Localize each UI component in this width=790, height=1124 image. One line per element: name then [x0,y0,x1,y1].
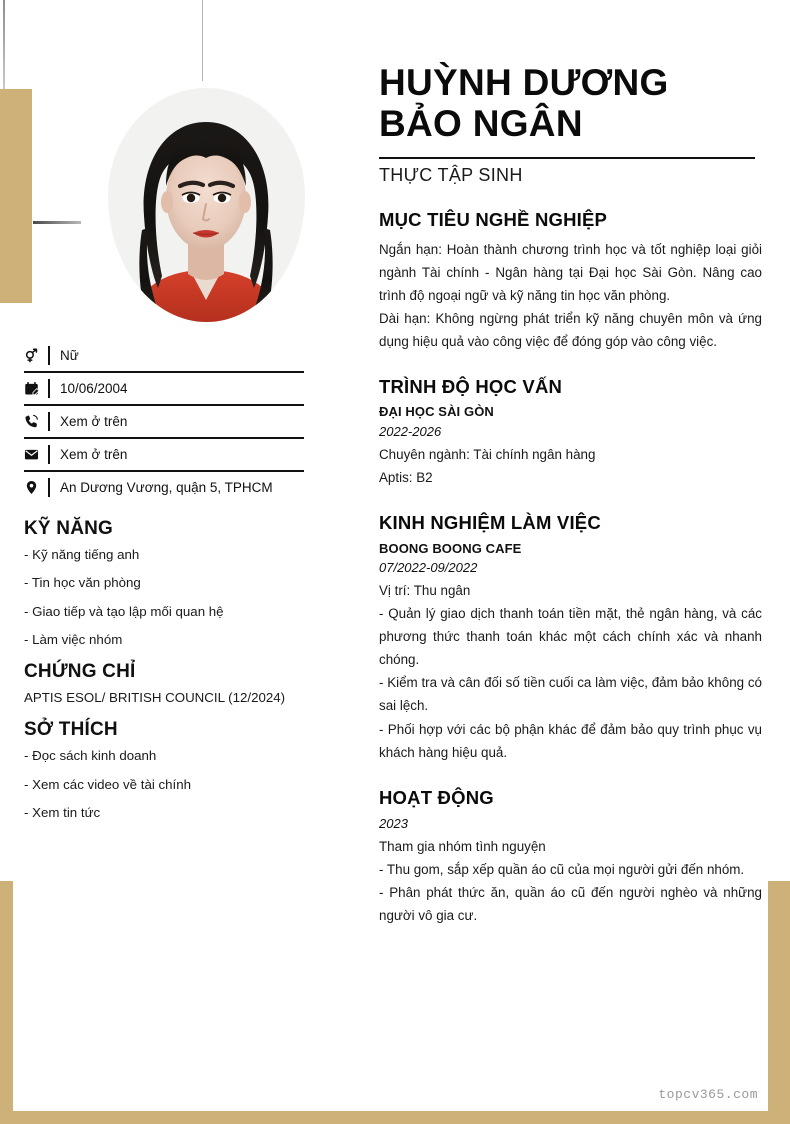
left-column [24,340,304,819]
contact-divider [48,346,50,365]
interests-list [24,749,304,819]
experience-company: BOONG BOONG CAFE [379,540,522,556]
experience-position: Vị trí: Thu ngân [379,583,471,599]
activities-bullet: - Phân phát thức ăn, quần áo cũ đến người nghèo và những người vô gia cư. [379,884,762,924]
contact-value-phone: Xem ở trên [60,413,128,429]
section-title-objective: MỤC TIÊU NGHỀ NGHIỆP [379,209,608,231]
section-experience [379,513,762,764]
right-column [379,62,762,927]
decorative-gold-bottom-bar [0,1111,790,1124]
list-item: - Tin học văn phòng [24,575,141,591]
section-title-skills: KỸ NĂNG [24,518,114,539]
list-item: - Đọc sách kinh doanh [24,748,157,764]
list-item: - Xem tin tức [24,804,101,820]
contact-row-address [24,472,304,503]
activities-bullet: - Thu gom, sắp xếp quần áo cũ của mọi người gửi đến nhóm. [379,861,745,877]
contact-list [24,340,304,503]
education-school: ĐẠI HỌC SÀI GÒN [379,404,494,420]
objective-long-term: Dài hạn: Không ngừng phát triển kỹ năng chuyên môn và ứng dụng hiệu quả vào công việc để đóng góp vào công việc. [379,310,762,349]
education-dates: 2022-2026 [379,424,442,440]
contact-value-email: Xem ở trên [60,446,128,462]
job-title: THỰC TẬP SINH [379,165,523,186]
section-title-activities: HOẠT ĐỘNG [379,786,494,808]
activities-role: Tham gia nhóm tình nguyện [379,838,546,854]
education-extra: Aptis: B2 [379,470,433,486]
location-icon [24,480,46,495]
contact-row-birthdate [24,373,304,406]
decorative-gold-block [0,89,32,303]
objective-short-term: Ngắn hạn: Hoàn thành chương trình học và tốt nghiệp loại giỏi ngành Tài chính - Ngân hàng tại Đại học Sài Gòn. Nâng cao trình độ ngoại ngữ và kỹ năng tin học văn phòng. [379,241,762,303]
gender-icon [24,348,46,363]
experience-bullet: - Quản lý giao dịch thanh toán tiền mặt, thẻ ngân hàng, và các phương thức thanh toán khác một cách chính xác và nhanh chóng. [379,606,762,668]
name-line-2: BẢO NGÂN [379,103,583,145]
section-activities [379,788,762,927]
phone-icon [24,414,46,429]
contact-row-email [24,439,304,472]
decorative-vertical-line-mid [202,0,203,81]
section-title-education: TRÌNH ĐỘ HỌC VẤN [379,375,563,397]
section-title-experience: KINH NGHIỆM LÀM VIỆC [379,512,601,534]
contact-divider [48,412,50,431]
page-title [379,62,762,145]
list-item: - Kỹ năng tiếng anh [24,546,140,562]
section-education [379,377,762,489]
contact-row-phone [24,406,304,439]
contact-divider [48,379,50,398]
decorative-vertical-line-left [3,0,5,89]
name-line-1: HUỲNH DƯƠNG [379,62,669,103]
name-divider [379,157,755,160]
experience-dates: 07/2022-09/2022 [379,560,478,576]
contact-value-address: An Dương Vương, quận 5, TPHCM [60,479,273,495]
list-item: - Làm việc nhóm [24,631,123,647]
activities-dates: 2023 [379,816,408,832]
skills-list [24,548,304,646]
email-icon [24,447,46,462]
avatar [108,88,305,322]
section-title-certificates: CHỨNG CHỈ [24,661,136,683]
decorative-gold-right-bar [768,881,790,1124]
decorative-horizontal-line [33,221,81,224]
list-item: APTIS ESOL/ BRITISH COUNCIL (12/2024) [24,690,286,706]
list-item: - Xem các video về tài chính [24,776,192,792]
section-objective [379,210,762,353]
contact-divider [48,478,50,497]
portrait-photo-icon [108,88,305,322]
section-title-interests: SỞ THÍCH [24,719,118,741]
watermark: topcv365.com [658,1087,758,1102]
contact-value-gender: Nữ [60,347,79,363]
calendar-icon [24,381,46,396]
experience-bullet: - Phối hợp với các bộ phận khác để đảm bảo quy trình phục vụ khách hàng hiệu quả. [379,721,762,760]
list-item: - Giao tiếp và tạo lập mối quan hệ [24,603,224,619]
experience-bullet: - Kiểm tra và cân đối số tiền cuối ca làm việc, đảm bảo không có sai lệch. [379,675,762,714]
contact-divider [48,445,50,464]
education-major: Chuyên ngành: Tài chính ngân hàng [379,446,596,462]
contact-row-gender [24,340,304,373]
decorative-gold-left-bar [0,881,13,1124]
contact-value-birthdate: 10/06/2004 [60,380,128,396]
certificates-list [24,691,304,704]
